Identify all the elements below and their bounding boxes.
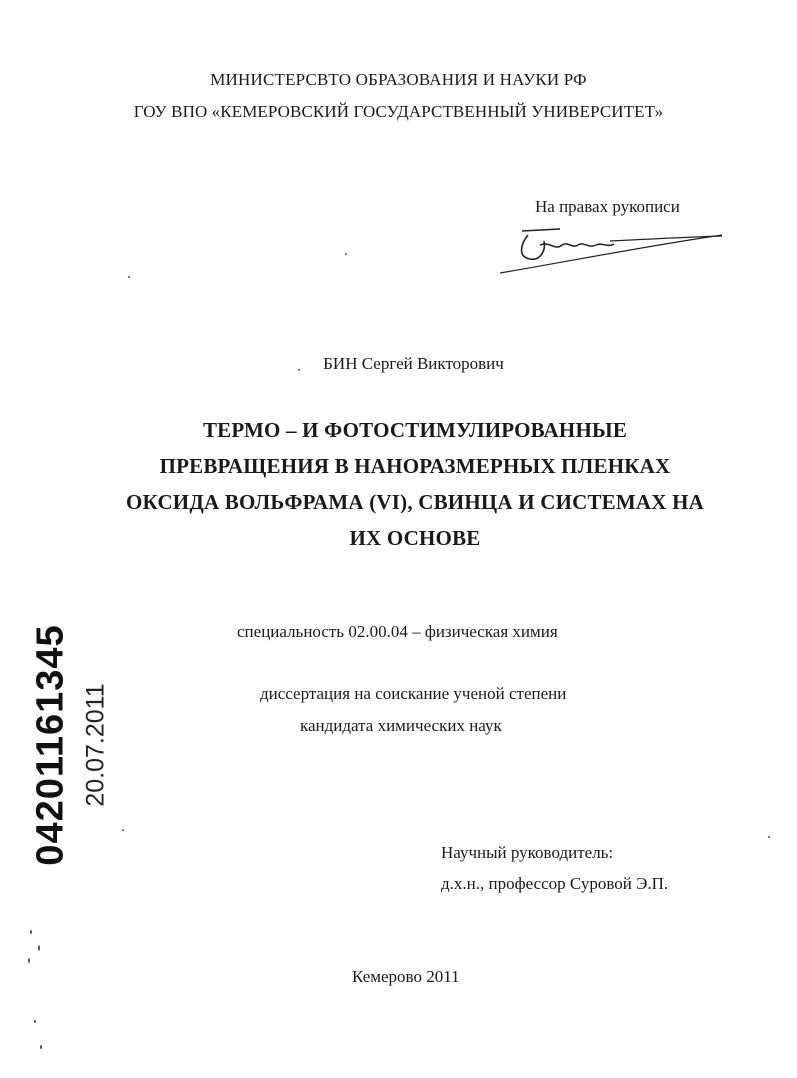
scan-speck	[38, 945, 40, 951]
scan-speck	[40, 1045, 42, 1049]
library-stamp	[16, 624, 116, 866]
scan-speck	[298, 369, 300, 371]
scan-speck	[30, 930, 32, 934]
degree-line-1: диссертация на соискание ученой степени	[260, 684, 567, 703]
scan-speck	[345, 253, 347, 255]
specialty-line: специальность 02.00.04 – физическая химия	[237, 622, 558, 641]
rights-note: На правах рукописи	[535, 197, 680, 216]
stamp-date: 20.07.2011	[81, 683, 110, 807]
title-line: ОКСИДА ВОЛЬФРАМА (VI), СВИНЦА И СИСТЕМАХ НА	[126, 490, 704, 514]
author-name: БИН Сергей Викторович	[323, 354, 504, 373]
scan-speck	[122, 829, 124, 831]
supervisor-label: Научный руководитель:	[441, 843, 614, 862]
degree-line-2: кандидата химических наук	[300, 716, 502, 735]
city-year: Кемерово 2011	[352, 967, 460, 986]
scan-speck	[34, 1020, 36, 1023]
title-line: ИХ ОСНОВЕ	[349, 526, 481, 550]
scan-speck	[28, 958, 30, 963]
university-header: ГОУ ВПО «КЕМЕРОВСКИЙ ГОСУДАРСТВЕННЫЙ УНИВЕРСИТЕТ»	[133, 102, 664, 121]
title-line: ПРЕВРАЩЕНИЯ В НАНОРАЗМЕРНЫХ ПЛЕНКАХ	[159, 454, 671, 478]
ministry-header: МИНИСТЕРСВТО ОБРАЗОВАНИЯ И НАУКИ РФ	[210, 70, 587, 89]
stamp-number: 04201161345	[29, 624, 72, 866]
scan-speck	[768, 836, 770, 838]
title-line: ТЕРМО – И ФОТОСТИМУЛИРОВАННЫЕ	[202, 418, 628, 442]
handwritten-signature	[500, 215, 730, 285]
scan-speck	[128, 276, 130, 278]
dissertation-title	[100, 412, 730, 556]
supervisor-name: д.х.н., профессор Суровой Э.П.	[441, 874, 669, 893]
